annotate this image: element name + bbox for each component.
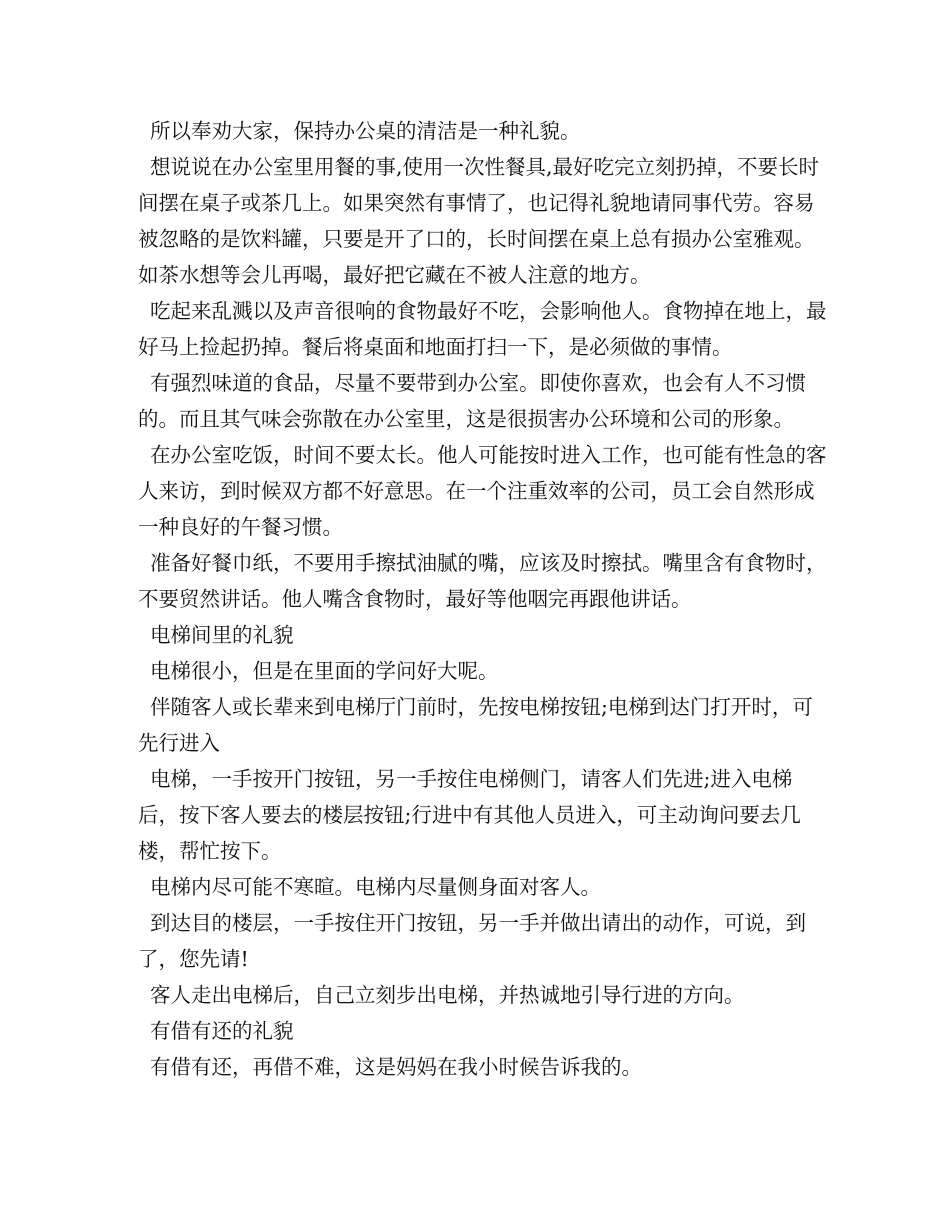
paragraph-5: 在办公室吃饭，时间不要太长。他人可能按时进入工作，也可能有性急的客人来访，到时候双方都不好意思。在一个注重效率的公司，员工会自然形成一种良好的午餐习惯。 <box>138 443 827 539</box>
paragraph-3: 吃起来乱溅以及声音很响的食物最好不吃，会影响他人。食物掉在地上，最好马上捡起扔掉。餐后将桌面和地面打扫一下，是必须做的事情。 <box>138 299 827 359</box>
paragraph-4: 有强烈味道的食品，尽量不要带到办公室。即使你喜欢，也会有人不习惯的。而且其气味会弥散在办公室里，这是很损害办公环境和公司的形象。 <box>138 371 806 431</box>
paragraph-10: 电梯内尽可能不寒暄。电梯内尽量侧身面对客人。 <box>150 875 601 899</box>
paragraph-7: 电梯很小，但是在里面的学问好大呢。 <box>150 659 499 683</box>
paragraph-11: 到达目的楼层，一手按住开门按钮，另一手并做出请出的动作，可说，到了，您先请! <box>138 911 806 971</box>
paragraph-1: 所以奉劝大家，保持办公桌的清洁是一种礼貌。 <box>150 119 581 143</box>
document-body <box>138 113 828 1085</box>
paragraph-2: 想说说在办公室里用餐的事,使用一次性餐具,最好吃完立刻扔掉，不要长时间摆在桌子或茶几上。如果突然有事情了，也记得礼貌地请同事代劳。容易被忽略的是饮料罐，只要是开了口的，长时间摆在桌上总有损办公室雅观。如茶水想等会儿再喝，最好把它藏在不被人注意的地方。 <box>138 155 820 287</box>
paragraph-9: 电梯，一手按开门按钮，另一手按住电梯侧门，请客人们先进;进入电梯后，按下客人要去的楼层按钮;行进中有其他人员进入，可主动询问要去几楼，帮忙按下。 <box>138 767 801 863</box>
section-heading-elevator: 电梯间里的礼貌 <box>150 623 294 647</box>
paragraph-13: 有借有还，再借不难，这是妈妈在我小时候告诉我的。 <box>150 1055 642 1079</box>
section-heading-borrowing: 有借有还的礼貌 <box>150 1019 294 1043</box>
paragraph-12: 客人走出电梯后，自己立刻步出电梯，并热诚地引导行进的方向。 <box>150 983 745 1007</box>
paragraph-8: 伴随客人或长辈来到电梯厅门前时，先按电梯按钮;电梯到达门打开时，可先行进入 <box>138 695 813 755</box>
paragraph-6: 准备好餐巾纸，不要用手擦拭油腻的嘴，应该及时擦拭。嘴里含有食物时，不要贸然讲话。他人嘴含食物时，最好等他咽完再跟他讲话。 <box>138 551 827 611</box>
